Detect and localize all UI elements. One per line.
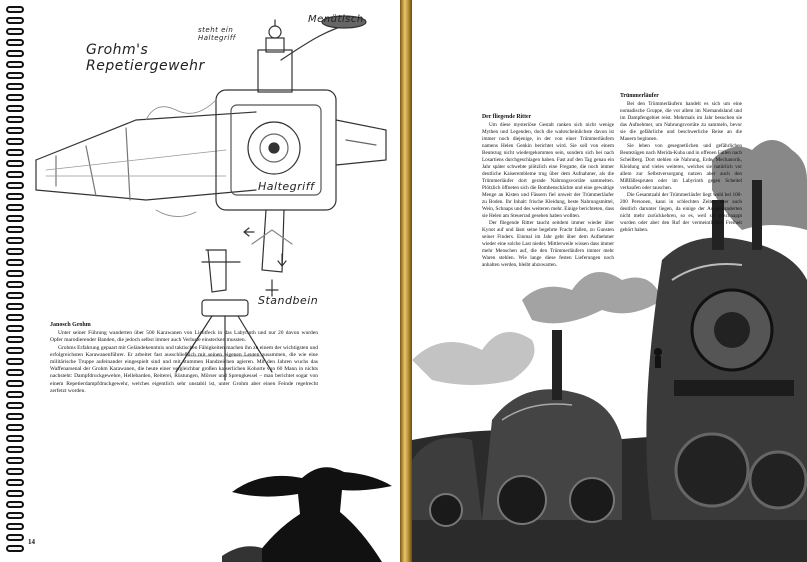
binding-ring bbox=[6, 292, 24, 299]
binding-ring bbox=[6, 160, 24, 167]
binding-ring bbox=[6, 237, 24, 244]
binding-ring bbox=[6, 281, 24, 288]
binding-ring bbox=[6, 50, 24, 57]
binding-ring bbox=[6, 512, 24, 519]
binding-ring bbox=[6, 347, 24, 354]
binding-ring bbox=[6, 248, 24, 255]
binding-ring bbox=[6, 149, 24, 156]
binding-ring bbox=[6, 6, 24, 13]
sketch-label-small-line1: steht ein bbox=[198, 26, 234, 34]
sketch-label-small-line2: Haltegriff bbox=[198, 34, 236, 42]
sketch-label-small bbox=[198, 26, 236, 42]
binding-ring bbox=[6, 457, 24, 464]
binding-ring bbox=[6, 435, 24, 442]
left-page bbox=[26, 0, 400, 562]
sketch-label-haltegriff: Haltegriff bbox=[258, 180, 315, 193]
sketch-label-standbein: Standbein bbox=[258, 294, 319, 307]
article-fliegende-ritter bbox=[482, 114, 614, 269]
binding-ring bbox=[6, 468, 24, 475]
steampunk-caravan-illustration bbox=[412, 0, 807, 562]
binding-ring bbox=[6, 215, 24, 222]
binding-ring bbox=[6, 391, 24, 398]
cowboy-silhouette-illustration bbox=[222, 452, 400, 562]
binding-ring bbox=[6, 83, 24, 90]
page-number: 14 bbox=[28, 538, 35, 546]
binding-ring bbox=[6, 369, 24, 376]
article-paragraph: Der fliegende Ritter taucht seitdem immer wieder über Kynot auf und lässt seine begehrte Fracht fallen, zu Gunsten seiner Finders. Einmal im Jahr geht über dem Aufnehmer wieder eine solche Last nieder. Mittlerweile wissen dass immer mehr Menschen auf, die den Trümmerläufern immer mehr Waren stehlen. Wie lange diese festen Lieferungen noch anhalten werden, bleibt abzuwarten. bbox=[482, 220, 614, 268]
sketch-label-menu: Menütisch bbox=[308, 14, 364, 25]
article-paragraph: Unter seiner Führung wanderten über 500 Karawanen von Lichtfeck in das Labyrinth und nur 20 davon wurden Opfer marodierender Banden, die jedoch selbst immer auch Verluste einstecken mussten. bbox=[50, 330, 318, 344]
binding-ring bbox=[6, 490, 24, 497]
binding-ring bbox=[6, 204, 24, 211]
binding-ring bbox=[6, 534, 24, 541]
right-page bbox=[412, 0, 807, 562]
binding-ring bbox=[6, 138, 24, 145]
binding-ring bbox=[6, 182, 24, 189]
sketch-title bbox=[86, 42, 205, 74]
binding-ring bbox=[6, 28, 24, 35]
binding-ring bbox=[6, 413, 24, 420]
spiral-binding bbox=[0, 0, 26, 562]
article-heading: Janosch Grohm bbox=[50, 322, 91, 328]
article-janosch-grohm bbox=[50, 322, 318, 395]
page-gutter bbox=[400, 0, 412, 562]
sketch-title-line2: Repetiergewehr bbox=[86, 58, 205, 74]
article-paragraph: Um diese mysteriöse Gestalt ranken sich nicht wenige Mythen und Legenden, doch die wahrscheinlichste davon ist immer noch diejenige, in der von einer Trümmerläufern namens Helen Genkin berichtet wird. Sie soll von einem Beutezug nicht wiedergekommen sein, sondern sich bei nach Losartiens durchgeschlagen haben. Fast auf den Tag genau ein Jahr später schwebte plötzlich eine Fregatte, die noch immer deutliche Kaiserembleme trug über dem Aufnahmer, als die Trümmerläufer dort gerade Nahrungsvorräte sammelten. Plötzlich öffneten sich die Bombenschächte und eine gewaltige Menge an Kisten und Fässern fiel unweit der Trümmerläufer zu Boden. Ihr Inhalt: frische Kleidung, beste Nahrungsmittel, Wein, Schnaps und des weiteren mehr. Einige berichteten, dass sie Helen am Steuerrad gesehen haben wollten. bbox=[482, 122, 614, 219]
article-heading: Trümmerläufer bbox=[620, 93, 659, 99]
binding-ring bbox=[6, 226, 24, 233]
article-paragraph: Grohms Erfahrung gepaart mit Geländekenntnis und taktischen Fähigkeiten machen ihn zu einem der wichtigsten und erfolgreichsten Karawanenführer. Er arbeitet fast ausschließlich mit seinen eigenen Leuten zusammen, die wie eine militärische Truppe aufeinander eingespielt sind und mit stummen Handzeichen agieren. Mit den Jahren wuchs das Waffenarsenal der Grohm Karawanen, die heute einer vergleichbar großen kaiserlichen Kohorte von 60 Mann in nichts nachsteht: Dampfdruckgewehre, Hellebarden, Reiterei, Rüstungen, Mörser und Sprengkessel – man berichtet sogar von einem Repetierdampfdruckgewehr, welches eigentlich sehr unstabil ist, unter Grohm aber einen Feinde regelrecht zerfetzt worden. bbox=[50, 344, 318, 394]
binding-ring bbox=[6, 303, 24, 310]
binding-ring bbox=[6, 116, 24, 123]
binding-ring bbox=[6, 446, 24, 453]
article-paragraph: Sie leben von gesegnetlichen und gefährlichen Beutezügen nach Merida-Kuba und in offenen Fällen nach Scheilberg. Dort stehlen sie Nahrung, Erde, Mechanorik, Kleidung und vieles weiteres, welches sie natürlich vor allem zur Selbstversorgung nutzen aber auch den Mißfällespruten oder im Labyrinth gegen Scheitel verkaufen oder tauschen. bbox=[620, 143, 742, 191]
article-paragraph: Bei den Trümmerläufern handelt es sich um eine nomadische Gruppe, die vor allem im Niemandsland und im Dampfengebiet reist. Mehrmals im Jahr besuchen sie das Aufnehmer, um Nahrungsvorräte zu sammeln, bevor sie die gefährliche und beschwerliche Reise an die Mauern beginnen. bbox=[620, 101, 742, 142]
binding-ring bbox=[6, 314, 24, 321]
article-truemmerlaeufer bbox=[620, 93, 742, 234]
binding-ring bbox=[6, 424, 24, 431]
binding-ring bbox=[6, 259, 24, 266]
binding-ring bbox=[6, 479, 24, 486]
binding-ring bbox=[6, 270, 24, 277]
binding-ring bbox=[6, 127, 24, 134]
binding-ring bbox=[6, 193, 24, 200]
article-heading: Der fliegende Ritter bbox=[482, 114, 532, 120]
binding-ring bbox=[6, 105, 24, 112]
binding-ring bbox=[6, 402, 24, 409]
binding-ring bbox=[6, 545, 24, 552]
binding-ring bbox=[6, 72, 24, 79]
binding-ring bbox=[6, 358, 24, 365]
binding-ring bbox=[6, 380, 24, 387]
binding-ring bbox=[6, 17, 24, 24]
binding-ring bbox=[6, 501, 24, 508]
sketch-title-line1: Grohm's bbox=[86, 42, 149, 58]
article-paragraph: Die Gesamtzahl der Trümmerläufer liegt wohl bei 100-200 Personen, kann in schlechten Zeiten aber auch deutlich darunter liegen, da einige der Ausgewanderten nicht mehr zurückkehren, so es, weil sie geschnappt wurden oder aber den Ruf der vermeintlichen Freiheit gehört haben. bbox=[620, 192, 742, 233]
binding-ring bbox=[6, 39, 24, 46]
binding-ring bbox=[6, 523, 24, 530]
binding-ring bbox=[6, 94, 24, 101]
binding-ring bbox=[6, 325, 24, 332]
binding-ring bbox=[6, 171, 24, 178]
binding-ring bbox=[6, 336, 24, 343]
binding-ring bbox=[6, 61, 24, 68]
